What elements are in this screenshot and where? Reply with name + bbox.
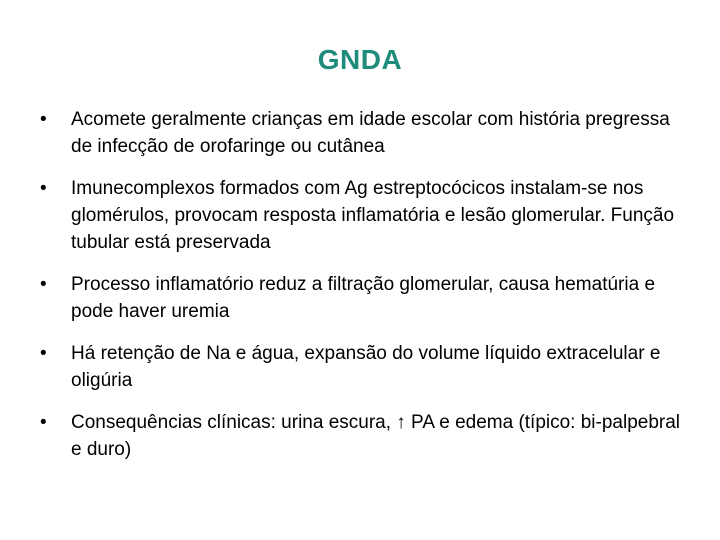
bullet-icon: • — [40, 274, 47, 295]
bullet-text: Processo inflamatório reduz a filtração glomerular, causa hematúria e pode haver uremia — [71, 274, 656, 322]
bullet-item — [36, 409, 686, 463]
bullet-icon: • — [40, 412, 47, 433]
bullet-list — [36, 106, 686, 478]
bullet-text: Há retenção de Na e água, expansão do volume líquido extracelular e oligúria — [71, 343, 661, 391]
slide-title: GNDA — [317, 44, 403, 75]
bullet-icon: • — [40, 343, 47, 364]
bullet-item — [36, 271, 686, 325]
bullet-icon: • — [40, 178, 47, 199]
bullet-item — [36, 340, 686, 394]
bullet-item — [36, 106, 686, 160]
bullet-text: Acomete geralmente crianças em idade escolar com história pregressa de infecção de orofaringe ou cutânea — [71, 109, 670, 157]
bullet-icon: • — [40, 109, 47, 130]
bullet-text: Consequências clínicas: urina escura, ↑ PA e edema (típico: bi-palpebral e duro) — [71, 412, 681, 460]
bullet-item — [36, 175, 686, 256]
bullet-text: Imunecomplexos formados com Ag estreptocócicos instalam-se nos glomérulos, provocam resposta inflamatória e lesão glomerular. Função tubular está preservada — [71, 178, 675, 253]
